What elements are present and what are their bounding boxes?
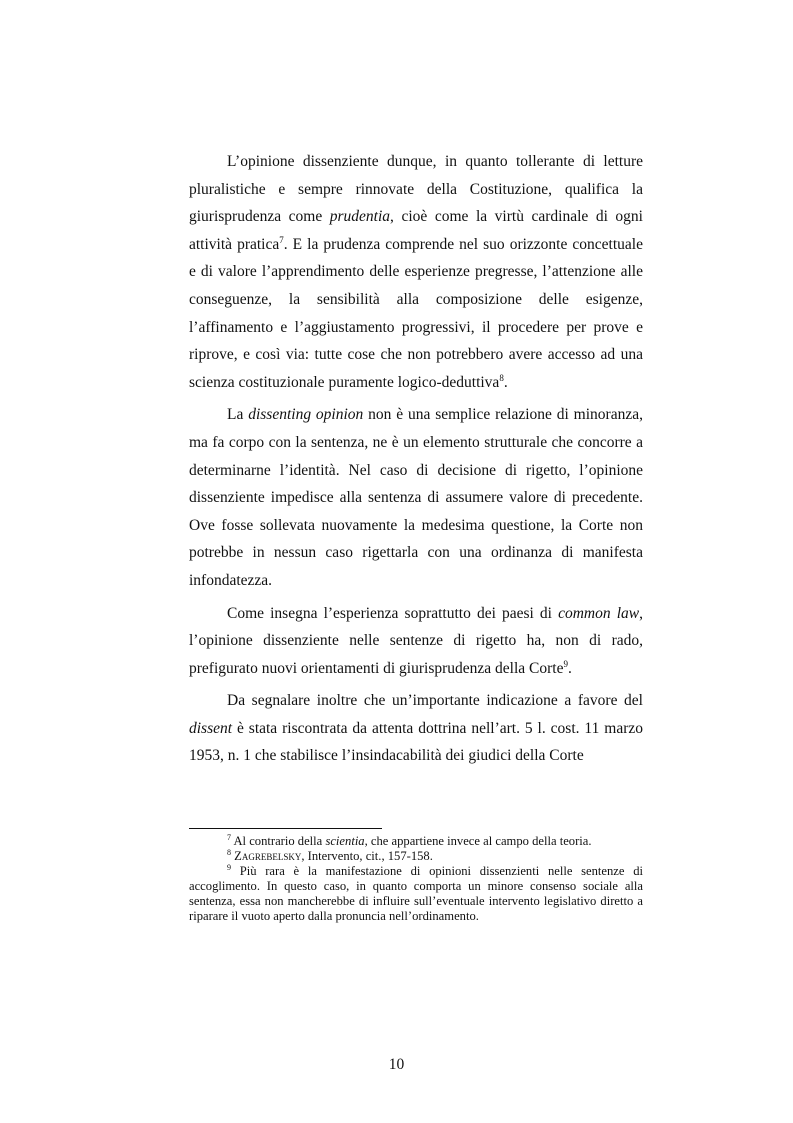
body-text — [189, 148, 643, 775]
italic-term: common law — [558, 604, 640, 622]
text-run: , Intervento, cit., 157-158. — [301, 849, 433, 863]
text-run: . — [567, 659, 572, 677]
paragraph-1 — [189, 148, 643, 396]
footnotes — [189, 834, 643, 924]
text-run: . — [503, 373, 508, 391]
footnote-ref-8[interactable]: 8 — [499, 372, 504, 383]
text-run: è stata riscontrata da attenta dottrina nell’art. 5 l. cost. 11 marzo 1953, n. 1 che stabilisce l’insindacabilità dei giudici della Corte — [189, 719, 643, 765]
text-run: , l’opinione dissenziente nelle sentenze di rigetto ha, non di rado, prefigurato nuovi orientamenti di giurisprudenza della Corte — [189, 604, 643, 677]
paragraph-4 — [189, 687, 643, 770]
paragraph-2 — [189, 401, 643, 594]
footnote-ref-9[interactable]: 9 — [563, 658, 568, 669]
footnote-number: 7 — [227, 833, 231, 842]
text-run: . E la prudenza comprende nel suo orizzonte concettuale e di valore l’apprendimento delle esperienze pregresse, l’attenzione alle conseguenze, la sensibilità alla composizione delle esigenze, l’affinamento e l’aggiustamento progressivi, il procedere per prove e riprove, e così via: tutte cose che non potrebbero avere accesso ad una scienza costituzionale puramente logico-deduttiva — [189, 235, 643, 391]
author-name: Zagrebelsky — [234, 849, 302, 863]
footnote-ref-7[interactable]: 7 — [279, 234, 284, 245]
text-run: , cioè come la virtù cardinale di ogni attività pratica — [189, 208, 643, 253]
text-run: Al contrario della — [231, 834, 326, 848]
footnote-number: 8 — [227, 848, 231, 857]
footnote-9 — [189, 864, 643, 924]
text-run: L’opinione dissenziente dunque, in quanto tollerante di letture pluralistiche e sempre rinnovate della Costituzione, qualifica la giurisprudenza come — [189, 153, 643, 226]
text-run: non è una semplice relazione di minoranza, ma fa corpo con la sentenza, ne è un elemento strutturale che concorre a determinarne l’identità. Nel caso di decisione di rigetto, l’opinione dissenziente impedisce alla sentenza di assumere valore di precedente. Ove fosse sollevata nuovamente la medesima questione, la Corte non potrebbe in nessun caso rigettarla con una ordinanza di manifesta infondatezza. — [189, 406, 643, 589]
text-run: , che appartiene invece al campo della teoria. — [364, 834, 592, 848]
footnote-7 — [189, 834, 643, 849]
text-run: Come insegna l’esperienza soprattutto dei paesi di — [227, 604, 559, 622]
paragraph-3 — [189, 600, 643, 683]
italic-term: prudentia — [329, 208, 391, 226]
text-run: La — [227, 406, 249, 424]
footnote-separator — [189, 828, 382, 829]
italic-term: dissent — [189, 719, 233, 737]
footnote-8 — [189, 849, 643, 864]
footnote-number: 9 — [227, 863, 231, 872]
text-run: Da segnalare inoltre che un’importante indicazione a favore del — [227, 692, 643, 710]
italic-term: dissenting opinion — [248, 406, 364, 424]
text-run: Più rara è la manifestazione di opinioni dissenzienti nelle sentenze di accoglimento. In questo caso, in quanto comporta un minore consenso sociale alla sentenza, essa non mancherebbe di influire sull’eventuale intervento legislativo diretto a riparare il vuoto aperto dalla pronuncia nell’ordinamento. — [189, 864, 643, 923]
italic-term: scientia — [325, 834, 365, 848]
page-number: 10 — [388, 1056, 405, 1073]
